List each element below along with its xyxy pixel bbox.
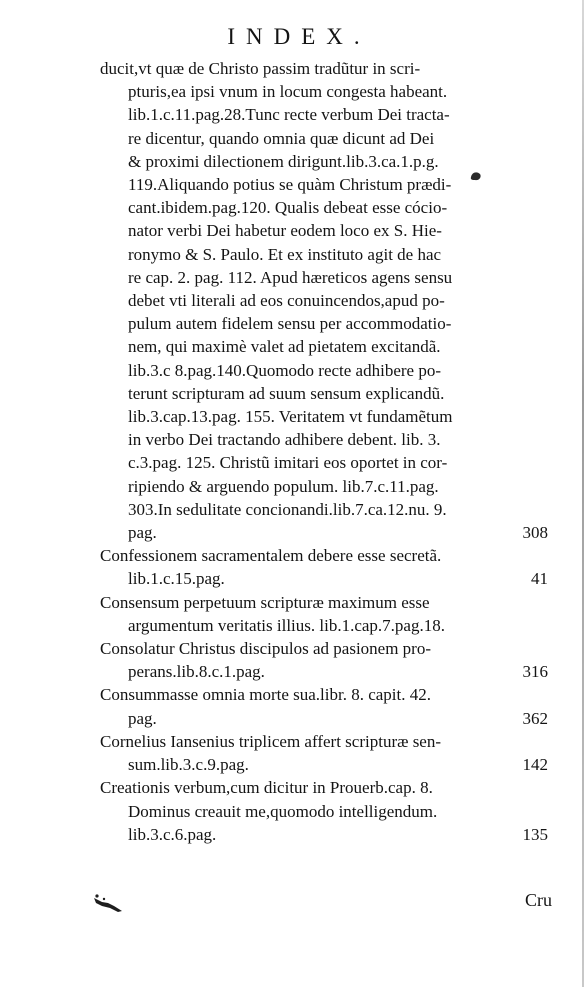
entry-line: argumentum veritatis illius. lib.1.cap.7.pag.18.	[128, 615, 445, 635]
index-entry	[100, 730, 550, 776]
page-reference: 142	[522, 755, 548, 775]
ink-blot-mark	[468, 168, 484, 184]
index-entry	[100, 637, 550, 683]
entry-line: terunt scripturam ad suum sensum explicandũ.	[128, 383, 445, 403]
entry-line: in verbo Dei tractando adhibere debent. lib. 3.	[128, 430, 441, 450]
entry-line: pturis,ea ipsi vnum in locum congesta habeant.	[128, 82, 448, 102]
entry-line: lib.1.c.11.pag.28.Tunc recte verbum Dei tracta-	[128, 105, 450, 125]
running-head: INDEX.	[227, 24, 371, 49]
page-reference: 41	[531, 569, 548, 589]
catchword: Cru	[525, 890, 552, 910]
entry-line: 303.In sedulitate concionandi.lib.7.ca.12.nu. 9.	[128, 499, 447, 519]
page-reference: 308	[522, 523, 548, 543]
entry-line-text: perans.lib.8.c.1.pag.	[128, 662, 265, 682]
entry-line: Consummasse omnia morte sua.libr. 8. capit. 42.	[100, 685, 431, 705]
entry-line	[100, 823, 550, 846]
entry-line: Cornelius Iansenius triplicem affert scripturæ sen-	[100, 731, 442, 751]
ink-smudge-mark	[92, 892, 126, 914]
entry-line: ripiendo & arguendo populum. lib.7.c.11.pag.	[128, 476, 439, 496]
index-entry	[100, 544, 550, 590]
page-reference: 316	[522, 662, 548, 682]
entry-line: debet vti literali ad eos conuincendos,apud po-	[128, 291, 445, 311]
entry-line	[100, 753, 550, 776]
entry-line: ducit,vt quæ de Christo passim tradũtur in scri-	[100, 59, 421, 78]
entry-line: nator verbi Dei habetur eodem loco ex S. Hie-	[128, 221, 442, 241]
entry-line: Confessionem sacramentalem debere esse secretã.	[100, 546, 442, 566]
entry-line: ronymo & S. Paulo. Et ex instituto agit de hac	[128, 244, 442, 264]
entry-line: & proximi dilectionem dirigunt.lib.3.ca.1.p.g.	[128, 151, 439, 171]
entry-line: Dominus creauit me,quomodo intelligendum.	[128, 801, 438, 821]
entry-line	[100, 660, 550, 683]
page-reference: 135	[522, 824, 548, 844]
entry-line: cant.ibidem.pag.120. Qualis debeat esse cócio-	[128, 198, 448, 218]
page-reference: 362	[522, 708, 548, 728]
index-entry	[100, 776, 550, 846]
entry-line: c.3.pag. 125. Christũ imitari eos oportet in cor-	[128, 453, 448, 473]
entry-line: re dicentur, quando omnia quæ dicunt ad Dei	[128, 128, 435, 148]
entry-line: re cap. 2. pag. 112. Apud hæreticos agens sensu	[128, 267, 453, 287]
entry-line-text: sum.lib.3.c.9.pag.	[128, 755, 249, 775]
entry-line: Consensum perpetuum scripturæ maximum esse	[100, 592, 430, 612]
entry-line: lib.3.cap.13.pag. 155. Veritatem vt fundamẽtum	[128, 407, 453, 427]
entry-line: nem, qui maximè valet ad pietatem excitandã.	[128, 337, 441, 357]
entry-line-text: pag.	[128, 523, 157, 543]
entry-line	[100, 567, 550, 590]
index-entry	[100, 591, 550, 637]
entry-line: pulum autem fidelem sensu per accommodatio-	[128, 314, 452, 334]
entry-line-text: lib.1.c.15.pag.	[128, 569, 225, 589]
entry-line-text: pag.	[128, 708, 157, 728]
entry-line: 119.Aliquando potius se quàm Christum prædi-	[128, 175, 452, 195]
page-edge-shadow	[582, 0, 584, 987]
entry-line: lib.3.c 8.pag.140.Quomodo recte adhibere po-	[128, 360, 441, 380]
entry-line-text: lib.3.c.6.pag.	[128, 824, 217, 844]
index-entry	[100, 683, 550, 729]
entry-line	[100, 707, 550, 730]
entry-line: Consolatur Christus discipulos ad pasionem pro-	[100, 639, 432, 659]
entry-line: Creationis verbum,cum dicitur in Prouerb.cap. 8.	[100, 778, 433, 798]
index-entry	[100, 57, 550, 544]
entry-line	[100, 521, 550, 544]
